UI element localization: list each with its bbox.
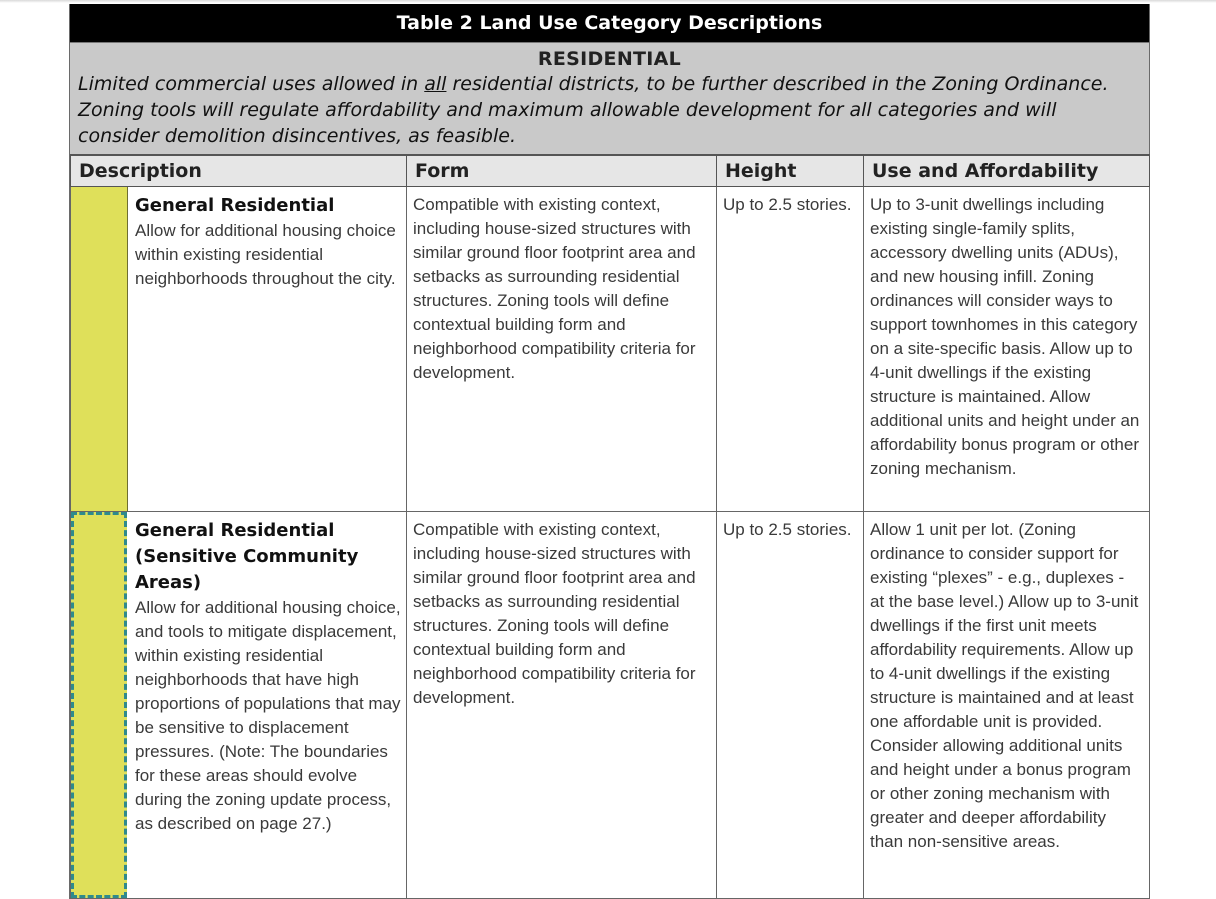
intro-underlined-word: all: [424, 73, 447, 95]
intro-text-end: residential districts, to be further described in the Zoning Ordinance. Zoning tools will regulate affordability and maximum allowable development for all categories and will consider demolition disincentives, as feasible.: [78, 73, 1109, 147]
category-name: General Residential: [135, 194, 335, 216]
category-description: Allow for additional housing choice, and tools to mitigate displacement, within existing residential neighborhoods that have high proportions of populations that may be sensitive to displacement pressures. (Note: The boundaries for these areas should evolve during the zoning update process, as described on page 27.): [135, 597, 401, 833]
column-header-height: Height: [717, 155, 864, 186]
land-use-table: [70, 154, 1150, 899]
description-cell: [71, 186, 407, 511]
table-row: [71, 186, 1150, 511]
description-cell: [71, 511, 407, 898]
form-cell: Compatible with existing context, including house-sized structures with similar ground floor footprint area and setbacks as surrounding residential structures. Zoning tools will define contextual building form and neighborhood compatibility criteria for development.: [407, 186, 717, 511]
height-cell: Up to 2.5 stories.: [717, 186, 864, 511]
column-header-description: Description: [71, 155, 407, 186]
use-cell: Up to 3-unit dwellings including existing single-family splits, accessory dwelling units (ADUs), and new housing infill. Zoning ordinances will consider ways to support townhomes in this category on a site-specific basis. Allow up to 4-unit dwellings if the existing structure is maintained. Allow additional units and height under an affordability bonus program or other zoning mechanism.: [864, 186, 1150, 511]
column-header-form: Form: [407, 155, 717, 186]
category-description: Allow for additional housing choice within existing residential neighborhoods throughout the city.: [135, 220, 396, 288]
column-header-use: Use and Affordability: [864, 155, 1150, 186]
section-title: RESIDENTIAL: [537, 48, 682, 70]
page-top-shadow: [0, 0, 1216, 3]
height-cell: Up to 2.5 stories.: [717, 511, 864, 898]
category-color-swatch-dashed: [71, 512, 127, 898]
section-intro: [78, 71, 1141, 149]
category-name: General Residential (Sensitive Community Areas): [135, 519, 359, 593]
category-color-swatch: [71, 187, 128, 511]
use-cell: Allow 1 unit per lot. (Zoning ordinance to consider support for existing “plexes” - e.g., duplexes - at the base level.) Allow up to 3-unit dwellings if the first unit meets affordability requirements. Allow up to 4-unit dwellings if the existing structure is maintained and at least one affordable unit is provided. Consider allowing additional units and height under a bonus program or other zoning mechanism with greater and deeper affordability than non-sensitive areas.: [864, 511, 1150, 898]
intro-text-start: Limited commercial uses allowed in: [78, 73, 425, 95]
residential-section-header: [70, 42, 1149, 154]
table-row: [71, 511, 1150, 898]
land-use-table-document: [69, 4, 1150, 899]
table-header-row: [71, 155, 1150, 186]
form-cell: Compatible with existing context, including house-sized structures with similar ground floor footprint area and setbacks as surrounding residential structures. Zoning tools will define contextual building form and neighborhood compatibility criteria for development.: [407, 511, 717, 898]
table-title: Table 2 Land Use Category Descriptions: [70, 4, 1149, 42]
